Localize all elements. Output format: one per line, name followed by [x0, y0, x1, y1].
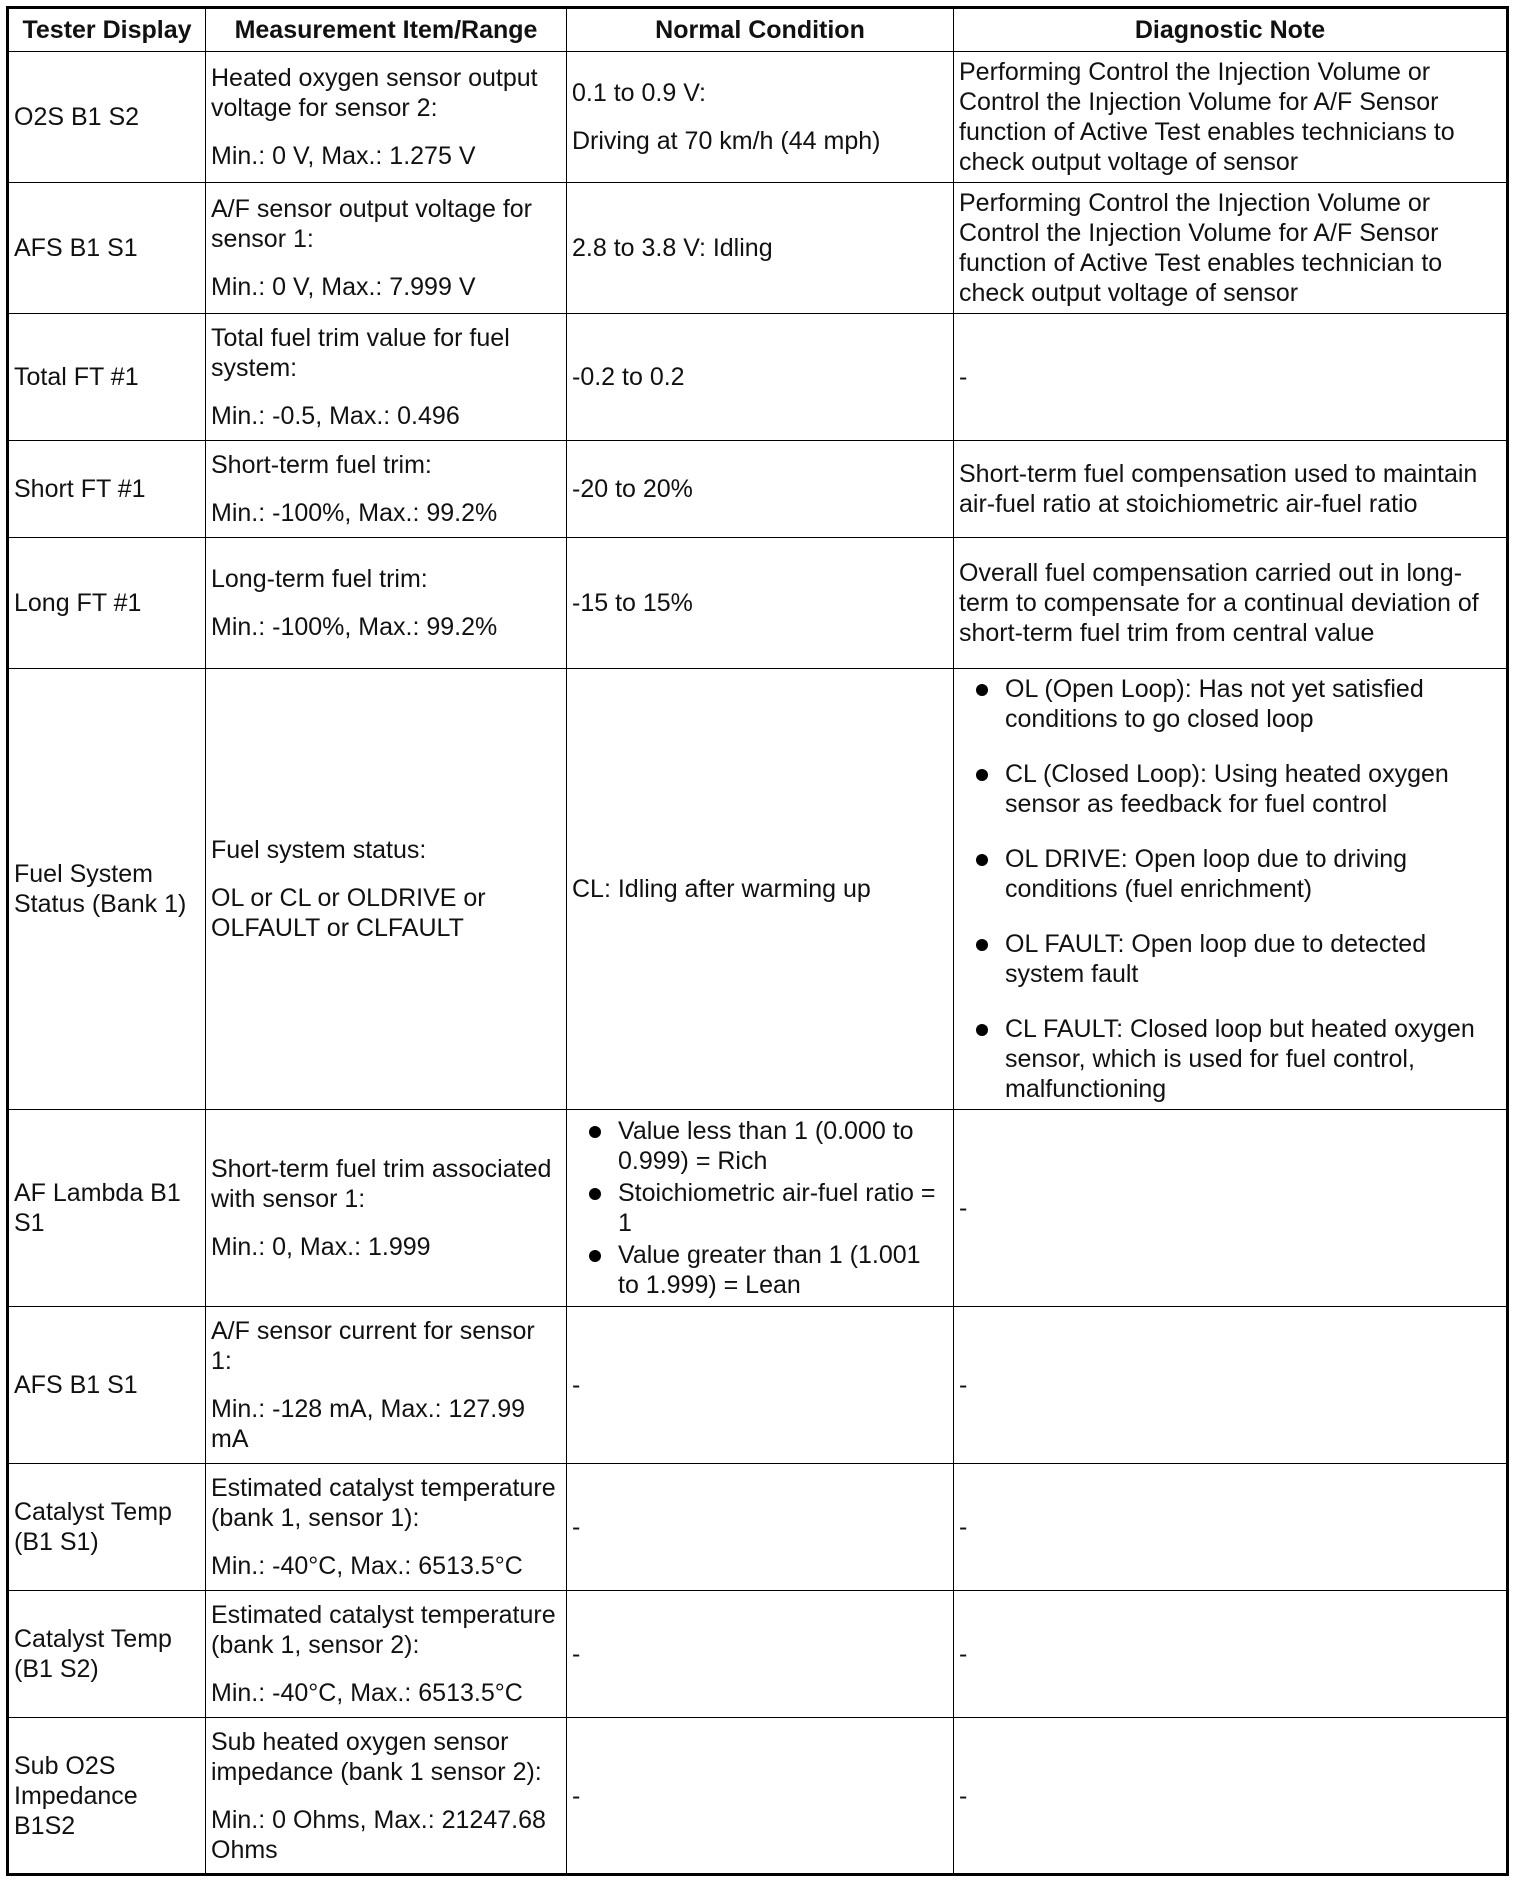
measurement-range: Min.: 0 Ohms, Max.: 21247.68 Ohms: [211, 1805, 546, 1864]
measurement-cell: [206, 1591, 567, 1718]
list-item: Value less than 1 (0.000 to 0.999) = Rich: [572, 1116, 948, 1176]
list-item: CL (Closed Loop): Using heated oxygen sensor as feedback for fuel control: [959, 759, 1501, 819]
header-measurement-item: Measurement Item/Range: [206, 8, 567, 52]
list-item: Stoichiometric air-fuel ratio = 1: [572, 1178, 948, 1238]
measurement-item: Estimated catalyst temperature (bank 1, sensor 1):: [211, 1474, 556, 1532]
diagnostic-note-cell: [954, 669, 1508, 1110]
measurement-range: Min.: -100%, Max.: 99.2%: [211, 499, 498, 527]
measurement-cell: [206, 538, 567, 669]
diagnostic-note-cell: -: [954, 314, 1508, 441]
measurement-range: Min.: -0.5, Max.: 0.496: [211, 402, 460, 430]
normal-condition-cell: -20 to 20%: [567, 441, 954, 538]
lambda-list: [572, 1116, 948, 1300]
measurement-cell: [206, 183, 567, 314]
measurement-cell: [206, 1464, 567, 1591]
measurement-cell: [206, 669, 567, 1110]
tester-display-cell: Sub O2S Impedance B1S2: [8, 1718, 206, 1875]
table-row: [8, 1591, 1508, 1718]
table-row: [8, 441, 1508, 538]
tester-display-cell: Catalyst Temp (B1 S2): [8, 1591, 206, 1718]
diagnostic-note-cell: -: [954, 1718, 1508, 1875]
table-row: [8, 1110, 1508, 1307]
normal-condition-cell: [567, 1110, 954, 1307]
measurement-item: Total fuel trim value for fuel system:: [211, 324, 510, 382]
tester-display-cell: AFS B1 S1: [8, 1307, 206, 1464]
table-row: [8, 52, 1508, 183]
header-tester-display: Tester Display: [8, 8, 206, 52]
diagnostic-note-cell: Short-term fuel compensation used to maintain air-fuel ratio at stoichiometric air-fuel ratio: [954, 441, 1508, 538]
normal-condition-cell: [567, 52, 954, 183]
measurement-cell: [206, 441, 567, 538]
header-normal-condition: Normal Condition: [567, 8, 954, 52]
measurement-item: Fuel system status:: [211, 836, 427, 864]
data-list-sheet: [6, 6, 1506, 1874]
table-row: [8, 1718, 1508, 1875]
measurement-item: Sub heated oxygen sensor impedance (bank 1 sensor 2):: [211, 1727, 542, 1786]
measurement-range: Min.: 0 V, Max.: 7.999 V: [211, 273, 476, 301]
list-item: CL FAULT: Closed loop but heated oxygen sensor, which is used for fuel control, malfunctioning: [959, 1014, 1501, 1104]
tester-display-cell: Total FT #1: [8, 314, 206, 441]
tester-display-cell: Short FT #1: [8, 441, 206, 538]
diagnostic-note-cell: -: [954, 1307, 1508, 1464]
diagnostic-note-cell: Overall fuel compensation carried out in long-term to compensate for a continual deviation of short-term fuel trim from central value: [954, 538, 1508, 669]
table-row: [8, 183, 1508, 314]
measurement-item: Short-term fuel trim associated with sensor 1:: [211, 1155, 552, 1213]
diagnostic-note-cell: Performing Control the Injection Volume or Control the Injection Volume for A/F Sensor function of Active Test enables technician to check output voltage of sensor: [954, 183, 1508, 314]
normal-condition-cell: -: [567, 1307, 954, 1464]
measurement-range: Min.: -100%, Max.: 99.2%: [211, 613, 498, 641]
measurement-cell: [206, 1307, 567, 1464]
normal-condition-cell: CL: Idling after warming up: [567, 669, 954, 1110]
normal-condition-detail: Driving at 70 km/h (44 mph): [572, 127, 881, 155]
diagnostic-note-cell: -: [954, 1110, 1508, 1307]
normal-condition: 0.1 to 0.9 V:: [572, 79, 706, 107]
measurement-range: OL or CL or OLDRIVE or OLFAULT or CLFAULT: [211, 884, 486, 942]
normal-condition-cell: -: [567, 1464, 954, 1591]
measurement-range: Min.: -40°C, Max.: 6513.5°C: [211, 1679, 523, 1707]
measurement-range: Min.: -128 mA, Max.: 127.99 mA: [211, 1395, 526, 1453]
tester-display-cell: O2S B1 S2: [8, 52, 206, 183]
list-item: Value greater than 1 (1.001 to 1.999) = Lean: [572, 1240, 948, 1300]
measurement-cell: [206, 1718, 567, 1875]
table-row: [8, 669, 1508, 1110]
normal-condition-cell: 2.8 to 3.8 V: Idling: [567, 183, 954, 314]
measurement-cell: [206, 314, 567, 441]
tester-display-cell: AF Lambda B1 S1: [8, 1110, 206, 1307]
header-row: [8, 8, 1508, 52]
normal-condition-cell: -: [567, 1718, 954, 1875]
list-item: OL (Open Loop): Has not yet satisfied conditions to go closed loop: [959, 674, 1501, 734]
diagnostic-note-cell: -: [954, 1464, 1508, 1591]
normal-condition-cell: -0.2 to 0.2: [567, 314, 954, 441]
data-list-table: [6, 6, 1509, 1876]
table-row: [8, 1464, 1508, 1591]
table-row: [8, 314, 1508, 441]
tester-display-cell: Long FT #1: [8, 538, 206, 669]
measurement-cell: [206, 1110, 567, 1307]
diagnostic-note-cell: Performing Control the Injection Volume or Control the Injection Volume for A/F Sensor function of Active Test enables technicians to check output voltage of sensor: [954, 52, 1508, 183]
measurement-range: Min.: -40°C, Max.: 6513.5°C: [211, 1552, 523, 1580]
measurement-cell: [206, 52, 567, 183]
measurement-range: Min.: 0, Max.: 1.999: [211, 1233, 431, 1261]
tester-display-cell: Catalyst Temp (B1 S1): [8, 1464, 206, 1591]
normal-condition-cell: -15 to 15%: [567, 538, 954, 669]
normal-condition-cell: -: [567, 1591, 954, 1718]
measurement-range: Min.: 0 V, Max.: 1.275 V: [211, 142, 476, 170]
header-diagnostic-note: Diagnostic Note: [954, 8, 1508, 52]
measurement-item: A/F sensor output voltage for sensor 1:: [211, 195, 533, 253]
tester-display-cell: Fuel System Status (Bank 1): [8, 669, 206, 1110]
list-item: OL DRIVE: Open loop due to driving conditions (fuel enrichment): [959, 844, 1501, 904]
list-item: OL FAULT: Open loop due to detected system fault: [959, 929, 1501, 989]
tester-display-cell: AFS B1 S1: [8, 183, 206, 314]
measurement-item: Short-term fuel trim:: [211, 451, 432, 479]
measurement-item: Long-term fuel trim:: [211, 565, 428, 593]
diagnostic-note-cell: -: [954, 1591, 1508, 1718]
fuel-status-list: [959, 674, 1501, 1104]
measurement-item: A/F sensor current for sensor 1:: [211, 1317, 535, 1375]
measurement-item: Heated oxygen sensor output voltage for sensor 2:: [211, 64, 538, 122]
table-row: [8, 1307, 1508, 1464]
table-row: [8, 538, 1508, 669]
measurement-item: Estimated catalyst temperature (bank 1, sensor 2):: [211, 1601, 556, 1659]
